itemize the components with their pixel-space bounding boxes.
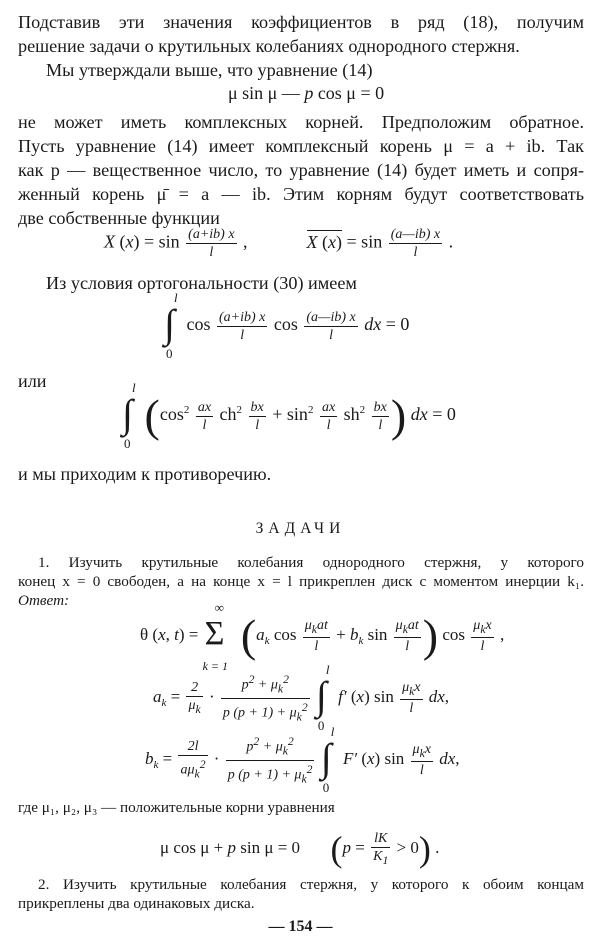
answer-label: Ответ: xyxy=(18,592,70,609)
text-line-6: как p — вещественное число, то уравнение (14) будет иметь и сопря- xyxy=(18,160,584,180)
text-line-5: Пусть уравнение (14) имеет комплексный корень μ = a + ib. Так xyxy=(18,136,584,156)
text-line-2: решение задачи о крутильных колебаниях однородного стержня. xyxy=(18,36,520,56)
section-heading: ЗАДАЧИ xyxy=(255,520,346,537)
page-number: — 154 — xyxy=(268,918,333,935)
text-line-10: или xyxy=(18,371,47,391)
expanded-integral: l ∫ 0 ($\cos^2$ $\frac{ax}{l}$ $ch^2$ $\frac{bx}{l}$ + $\sin^2$ $\frac{ax}{l}$ $sh^2$ $\frac{bx}{l}$ ) dx = 0 xyxy=(122,380,456,451)
equation-14: μ sin μ — p cos μ = 0 xyxy=(228,83,385,103)
problem-2-line-1: 2. Изучить крутильные колебания стержня, у которого к обоим концам xyxy=(38,876,584,893)
problem-1-line-2: конец x = 0 свободен, а на конце x = l прикреплен диск с моментом инерции k₁. xyxy=(18,573,584,590)
text-line-1: Подставив эти значения коэффициентов в ряд (18), получим xyxy=(18,12,584,32)
eigenfunction-formulas: X (x) = sin $\frac{(a+ib) x}{l}$ , X (x) = sin $\frac{(a—ib) x}{l}$ . xyxy=(104,227,454,260)
orthogonality-integral: l ∫ 0 cos $\frac{(a+ib) x}{l}$ cos $\frac{(a—ib) x}{l}$ dx = 0 xyxy=(164,290,410,361)
text-line-4: не может иметь комплексных корней. Предположим обратное. xyxy=(18,112,584,132)
text-line-11: и мы приходим к противоречию. xyxy=(18,464,272,484)
problem-2-line-2: прикреплены два одинаковых диска. xyxy=(18,895,255,912)
ak-formula: $a_k$ = $\frac{2}{\mu_k}$ · $\frac{p^2 + \mu_k^2}{p (p + 1) + \mu_k^2}$ l ∫ 0 f′ (x) sin $\frac{\mu_kx}{l}$ dx, xyxy=(153,662,450,733)
bk-formula: $b_k$ = $\frac{2l}{a\mu_k^2}$ · $\frac{p^2 + \mu_k^2}{p (p + 1) + \mu_k^2}$ l ∫ 0 F′ (x) sin $\frac{\mu_kx}{l}$ dx, xyxy=(145,724,460,795)
roots-equation: μ cos μ + p sin μ = 0 (p = $\frac{lK}{K_1}$ > 0) . xyxy=(160,829,440,869)
roots-text: где μ₁, μ₂, μ₃ — положительные корни уравнения xyxy=(18,799,335,816)
text-line-8: две собственные функции xyxy=(18,208,220,228)
theta-series-formula: θ (x, t) = ∞ Σ k = 1 ($a_k$ cos $\frac{\mu_kat}{l}$ + $b_k$ sin $\frac{\mu_kat}{l}$ ) cos $\frac{\mu_kx}{l}$ , xyxy=(140,600,505,673)
problem-1-line-1: 1. Изучить крутильные колебания однородного стержня, у которого xyxy=(38,554,584,571)
text-line-7: женный корень μ̄ = a — ib. Этим корням будут соответствовать xyxy=(18,184,584,204)
text-line-3: Мы утверждали выше, что уравнение (14) xyxy=(46,60,373,80)
text-line-9: Из условия ортогональности (30) имеем xyxy=(46,273,357,293)
